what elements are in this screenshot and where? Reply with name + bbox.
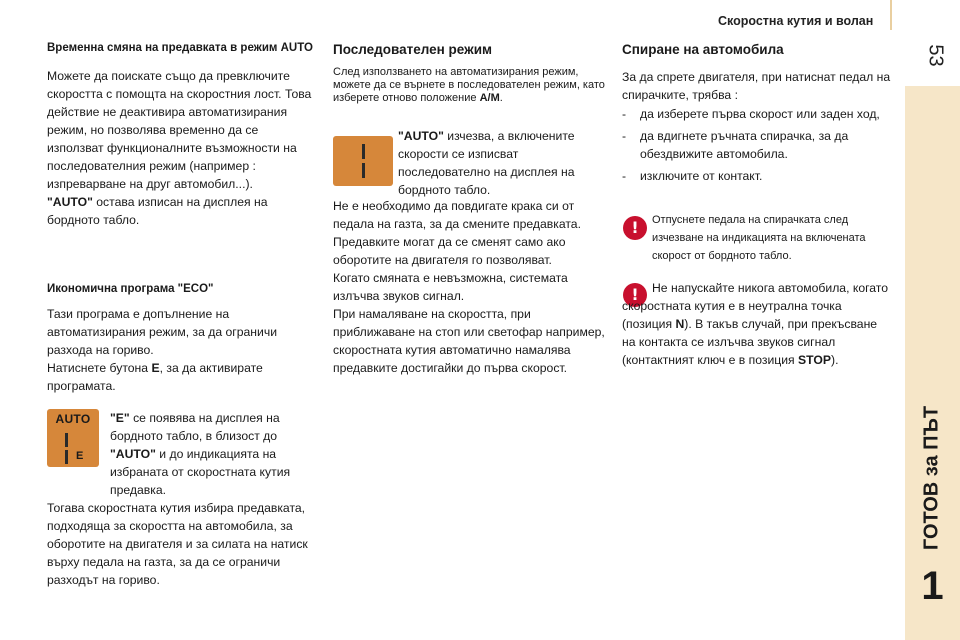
- sequential-gear-indicator-icon: [333, 136, 393, 186]
- eco-icon-text-2: и до индикацията на избраната от скоростната кутия предавка.: [110, 447, 291, 497]
- auto-remains-text: остава изписан на дисплея на бордното табло.: [47, 195, 268, 227]
- header-rule: [890, 0, 892, 30]
- eco-final-paragraph-wrap: [47, 499, 317, 589]
- column-right: [622, 42, 897, 185]
- eco-e-strong: "E": [110, 411, 130, 425]
- warning-1-wrap: [652, 211, 897, 265]
- eco-icon-text-1: се появява на дисплея на бордното табло, в близост до: [110, 411, 280, 443]
- list-item: - изключите от контакт.: [622, 167, 897, 185]
- warning-neutral-text-a: Не напускайте никога автомобила, когато скоростната кутия е в неутрална точка (позиция: [622, 281, 889, 331]
- indicator-e-label: E: [76, 450, 84, 462]
- paragraph-sequential-intro: [333, 66, 605, 105]
- section-title-stopping-vehicle: Спиране на автомобила: [622, 42, 784, 57]
- section-title-eco-program: Икономична програма "ECO": [47, 283, 214, 295]
- warning-neutral-text: [622, 279, 892, 369]
- position-n-label: N: [675, 317, 685, 331]
- paragraph-eco-final: Тогава скоростната кутия избира предавката, подходяща за скоростта на автомобила, за оборотите на двигателя и за силата на натиск върху педала на газта, за да се ограничи разходът на гориво.: [47, 501, 308, 587]
- warning-exclamation-icon: !: [623, 216, 647, 240]
- eco-dashboard-indicator-icon: [47, 409, 99, 467]
- eco-press-text-a: Натиснете бутона: [47, 361, 152, 375]
- warning-neutral-text-c: ).: [831, 353, 839, 367]
- eco-press-text-b: , за да активирате програмата.: [47, 361, 263, 393]
- gear-bar-top-icon: [362, 144, 365, 159]
- gear-bar-bottom-icon: [65, 450, 68, 464]
- gear-bar-bottom-icon: [362, 163, 365, 178]
- position-stop-label: STOP: [798, 353, 832, 367]
- indicator-auto-label: AUTO: [55, 412, 91, 426]
- paragraph-stopping-intro: За да спрете двигателя, при натиснат педал на спирачките, трябва :: [622, 70, 891, 102]
- warning-neutral-text-b: ). В такъв случай, при прекъсване на контакта се излъчва звуков сигнал (контактният ключ е в позиция: [622, 317, 878, 367]
- warning-2-wrap: [622, 279, 892, 369]
- paragraph-sequential-body: Не е необходимо да повдигате крака си от педала на газта, за да смените предавката. Предавките могат да се сменят само ако оборотите на двигателя го позволяват. Когато смяната е невъзможна, системата излъчва звуков сигнал. При намаляване на скоростта, при приближаване на стоп или светофар например, скоростната кутия автоматично намалява предавките достигайки до първа скорост.: [333, 199, 605, 375]
- list-item: - да изберете първа скорост или заден ход,: [622, 105, 897, 123]
- sequential-icon-text: изчезва, а включените скорости се изписват последователно на дисплея на бордното табло.: [398, 129, 575, 197]
- paragraph-eco-press: [47, 359, 317, 395]
- sequential-icon-caption: [398, 127, 600, 199]
- column-left: [47, 42, 317, 395]
- chapter-title: ГОТОВ за ПЪТ: [920, 405, 943, 551]
- page-number: 53: [924, 44, 947, 67]
- paragraph-eco-indicator: [110, 409, 310, 499]
- chapter-side-band: [905, 86, 960, 640]
- list-item: - да вдигнете ръчната спирачка, за да обездвижите автомобила.: [622, 127, 897, 163]
- paragraph-sequential-indicator: [398, 127, 600, 199]
- running-header-title: Скоростна кутия и волан: [718, 14, 874, 28]
- paragraph-temporary-gear-change: Можете да поискате също да превключите скоростта с помощта на скоростния лост. Това действие не деактивира автоматизирания режим, но позволява временно да се използват функционалните възможности на последователния режим (например : изпреварване на друг автомобил...).: [47, 69, 312, 191]
- chapter-number: 1: [921, 564, 944, 608]
- position-am-label: A/M: [479, 92, 500, 104]
- eco-icon-caption: [110, 409, 310, 499]
- eco-key-label: E: [151, 361, 160, 375]
- section-title-temporary-gear-change: Временна смяна на предавката в режим AUTO: [47, 42, 313, 54]
- column-middle: [333, 42, 605, 105]
- stopping-steps-list: [622, 105, 897, 185]
- auto-strong: "AUTO": [47, 195, 93, 209]
- warning-brake-release-text: Отпуснете педала на спирачката след изчезване на индикацията на включената скорост от бордното табло.: [652, 214, 866, 262]
- eco-auto-strong: "AUTO": [110, 447, 156, 461]
- sequential-auto-strong: "AUTO": [398, 129, 444, 143]
- warning-exclamation-icon: !: [623, 283, 647, 307]
- sequential-body-wrap: [333, 197, 605, 377]
- sequential-intro-text: След използването на автоматизирания режим, можете да се върнете в последователен режим, като изберете отново положение: [333, 66, 605, 104]
- sequential-intro-end: .: [499, 92, 503, 104]
- gear-bar-top-icon: [65, 433, 68, 447]
- paragraph-auto-remains: [47, 193, 317, 229]
- section-title-sequential-mode: Последователен режим: [333, 42, 492, 57]
- paragraph-eco-intro: Тази програма е допълнение на автоматизирания режим, за да ограничи разхода на гориво.: [47, 307, 277, 357]
